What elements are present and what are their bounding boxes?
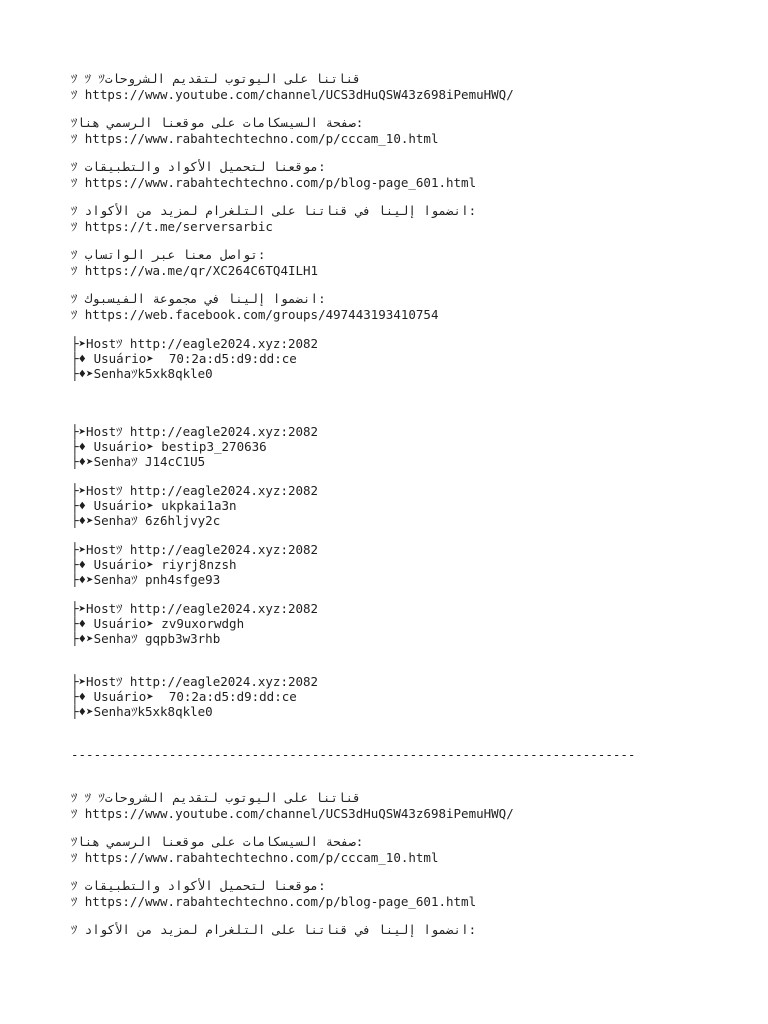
account-user: ├♦ Usuário➤ zv9uxorwdgh	[71, 616, 245, 631]
youtube-link[interactable]: ﾂ https://www.youtube.com/channel/UCS3dHuQSW43z698iPemuHWQ/	[71, 87, 514, 102]
account-password: ├♦➤Senhaﾂ pnh4sfge93	[71, 572, 221, 587]
account-password: ├♦➤Senhaﾂ gqpb3w3rhb	[71, 631, 221, 646]
telegram-heading: ﾂ انضموا إلينا في قناتنا على التلغرام لمزيد من الأكواد:	[71, 922, 477, 937]
youtube-heading: ﾂ ﾂ ﾂقناتنا على اليوتوب لتقديم الشروحات	[71, 71, 361, 86]
account-user: ├♦ Usuário➤ 70:2a:d5:d9:dd:ce	[71, 689, 297, 704]
account-user: ├♦ Usuário➤ ukpkai1a3n	[71, 498, 237, 513]
telegram-heading: ﾂ انضموا إلينا في قناتنا على التلغرام لمزيد من الأكواد:	[71, 203, 477, 218]
account-password: ├♦➤Senhaﾂk5xk8qkle0	[71, 704, 213, 719]
account-password: ├♦➤Senhaﾂ J14cC1U5	[71, 454, 206, 469]
account-user: ├♦ Usuário➤ riyrj8nzsh	[71, 557, 237, 572]
account-host: ├➤Hostﾂ http://eagle2024.xyz:2082	[71, 601, 319, 616]
youtube-link[interactable]: ﾂ https://www.youtube.com/channel/UCS3dHuQSW43z698iPemuHWQ/	[71, 806, 514, 821]
account-user: ├♦ Usuário➤ 70:2a:d5:d9:dd:ce	[71, 351, 297, 366]
cccam-heading: ﾂصفحة السيسكامات على موقعنا الرسمي هنا:	[71, 834, 364, 849]
account-host: ├➤Hostﾂ http://eagle2024.xyz:2082	[71, 483, 319, 498]
whatsapp-heading: ﾂ تواصل معنا عبر الواتساب:	[71, 247, 266, 262]
telegram-link[interactable]: ﾂ https://t.me/serversarbic	[71, 219, 273, 234]
whatsapp-link[interactable]: ﾂ https://wa.me/qr/XC264C6TQ4ILH1	[71, 263, 319, 278]
account-host: ├➤Hostﾂ http://eagle2024.xyz:2082	[71, 674, 319, 689]
apps-heading: ﾂ موقعنا لتحميل الأكواد والتطبيقات:	[71, 159, 326, 174]
facebook-heading: ﾂ انضموا إلينا في مجموعة الفيسبوك:	[71, 291, 326, 306]
cccam-link[interactable]: ﾂ https://www.rabahtechtechno.com/p/cccam_10.html	[71, 131, 439, 146]
account-host: ├➤Hostﾂ http://eagle2024.xyz:2082	[71, 424, 319, 439]
apps-link[interactable]: ﾂ https://www.rabahtechtechno.com/p/blog-page_601.html	[71, 894, 477, 909]
apps-link[interactable]: ﾂ https://www.rabahtechtechno.com/p/blog-page_601.html	[71, 175, 477, 190]
account-host: ├➤Hostﾂ http://eagle2024.xyz:2082	[71, 542, 319, 557]
account-password: ├♦➤Senhaﾂ 6z6hljvy2c	[71, 513, 221, 528]
account-user: ├♦ Usuário➤ bestip3_270636	[71, 439, 267, 454]
cccam-link[interactable]: ﾂ https://www.rabahtechtechno.com/p/cccam_10.html	[71, 850, 439, 865]
dashed-separator: ---------------------------------------------------------------------------	[71, 747, 636, 762]
cccam-heading: ﾂصفحة السيسكامات على موقعنا الرسمي هنا:	[71, 115, 364, 130]
youtube-heading: ﾂ ﾂ ﾂقناتنا على اليوتوب لتقديم الشروحات	[71, 790, 361, 805]
account-password: ├♦➤Senhaﾂk5xk8qkle0	[71, 366, 213, 381]
facebook-link[interactable]: ﾂ https://web.facebook.com/groups/497443193410754	[71, 307, 439, 322]
apps-heading: ﾂ موقعنا لتحميل الأكواد والتطبيقات:	[71, 878, 326, 893]
account-host: ├➤Hostﾂ http://eagle2024.xyz:2082	[71, 336, 319, 351]
